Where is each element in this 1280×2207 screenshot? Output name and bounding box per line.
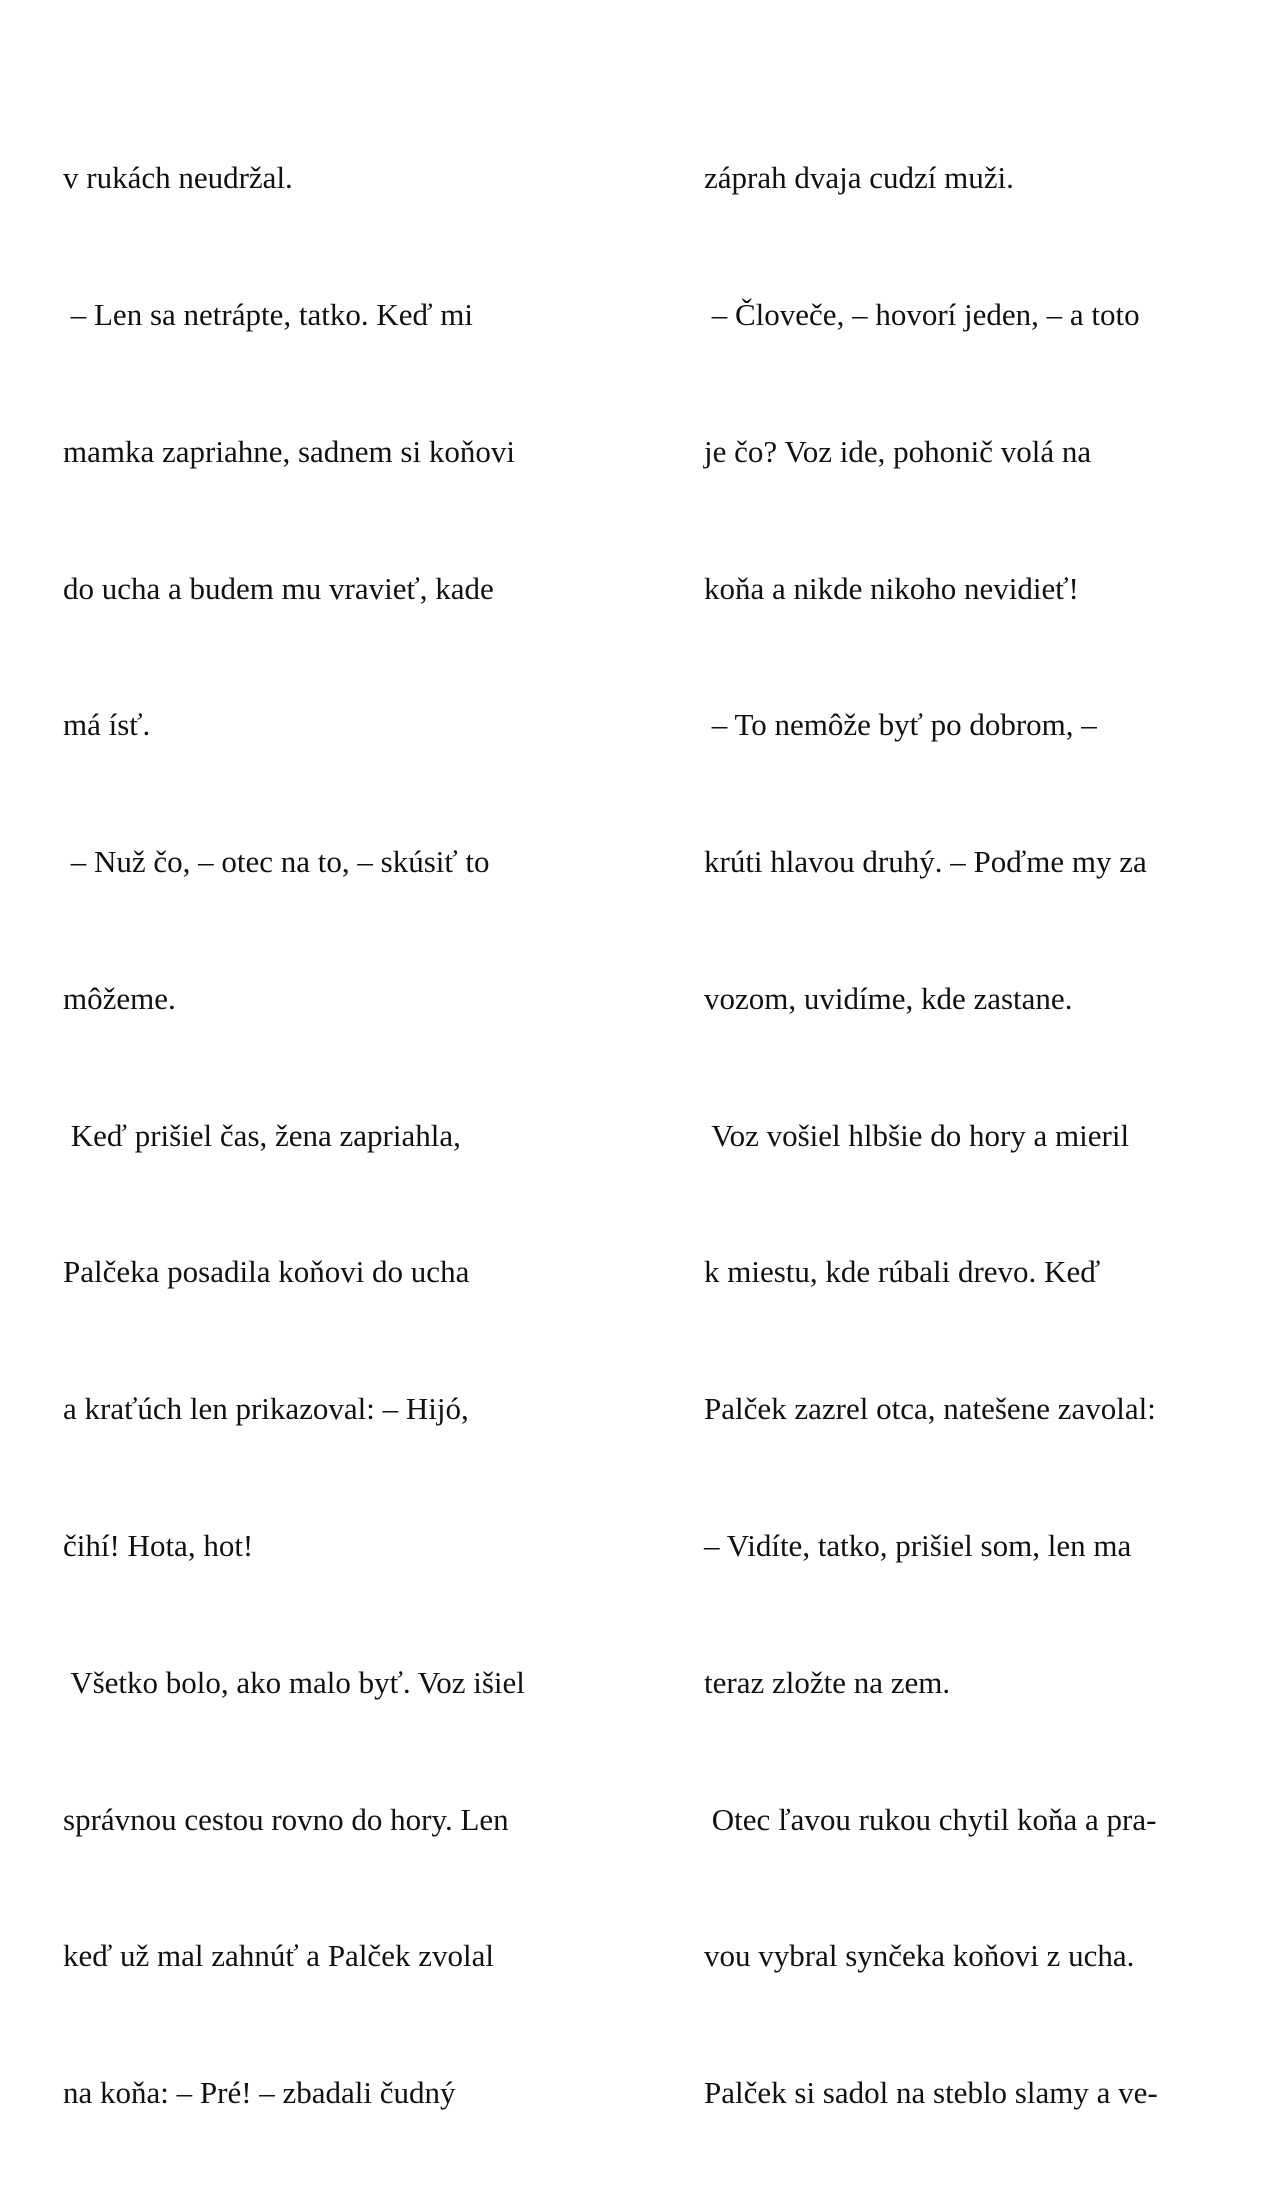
text-line: Palček si sadol na steblo slamy a ve- — [704, 2075, 1158, 2111]
text-line: do ucha a budem mu vravieť, kade — [63, 570, 494, 606]
text-line: k miestu, kde rúbali drevo. Keď — [704, 1254, 1101, 1290]
left-text-column — [63, 64, 623, 2207]
text-line: Keď prišiel čas, žena zapriahla, — [63, 1117, 461, 1153]
text-line: Voz vošiel hlbšie do hory a mieril — [704, 1117, 1130, 1153]
text-line: koňa a nikde nikoho nevidieť! — [704, 570, 1079, 606]
text-line: je čo? Voz ide, pohonič volá na — [704, 433, 1092, 469]
text-line: – Vidíte, tatko, prišiel som, len ma — [704, 1528, 1132, 1563]
text-line: na koňa: – Pré! – zbadali čudný — [63, 2075, 456, 2111]
text-line: má ísť. — [63, 707, 151, 743]
text-line: môžeme. — [63, 980, 176, 1016]
text-line: správnou cestou rovno do hory. Len — [63, 1801, 509, 1837]
text-line: Všetko bolo, ako malo byť. Voz išiel — [63, 1664, 525, 1700]
text-line: záprah dvaja cudzí muži. — [704, 160, 1014, 196]
text-line: teraz zložte na zem. — [704, 1664, 951, 1700]
text-line: vou vybral synčeka koňovi z ucha. — [704, 1938, 1135, 1974]
text-line: krúti hlavou druhý. – Poďme my za — [704, 844, 1147, 880]
text-line: mamka zapriahne, sadnem si koňovi — [63, 433, 515, 469]
text-line: – Len sa netrápte, tatko. Keď mi — [63, 296, 473, 332]
text-line: Palček zazrel otca, natešene zavolal: — [704, 1391, 1156, 1427]
text-line: Palčeka posadila koňovi do ucha — [63, 1254, 470, 1290]
right-text-column — [704, 64, 1264, 2207]
text-line: Otec ľavou rukou chytil koňa a pra- — [704, 1801, 1157, 1837]
text-line: v rukách neudržal. — [63, 160, 293, 196]
text-line: – Človeče, – hovorí jeden, – a toto — [704, 296, 1140, 332]
text-line: keď už mal zahnúť a Palček zvolal — [63, 1938, 494, 1974]
text-line: – Nuž čo, – otec na to, – skúsiť to — [63, 844, 490, 880]
text-line: – To nemôže byť po dobrom, – — [704, 707, 1097, 743]
text-line: čihí! Hota, hot! — [63, 1528, 254, 1563]
text-line: a kraťúch len prikazoval: – Hijó, — [63, 1391, 469, 1427]
text-line: vozom, uvidíme, kde zastane. — [704, 980, 1073, 1016]
